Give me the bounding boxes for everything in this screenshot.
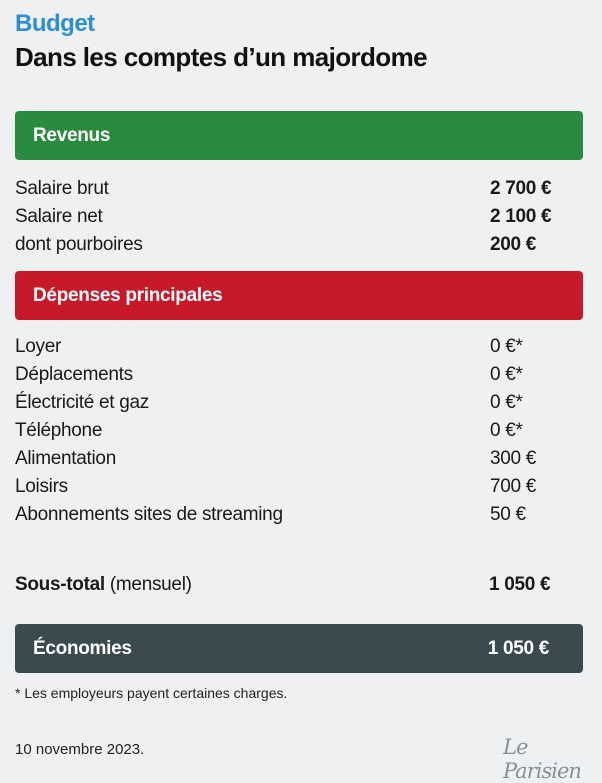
revenus-row <box>15 203 583 231</box>
revenus-list <box>15 175 583 259</box>
subtotal-value: 1 050 € <box>489 574 551 595</box>
row-value: 0 €* <box>490 364 523 385</box>
le-parisien-logo: Le Parisien <box>503 735 581 783</box>
subtotal-qualifier: (mensuel) <box>104 574 192 595</box>
revenus-header <box>15 111 583 160</box>
row-label: Électricité et gaz <box>15 392 149 413</box>
depenses-row <box>15 389 583 417</box>
row-value: 300 € <box>490 448 537 469</box>
row-label: dont pourboires <box>15 234 143 255</box>
economies-band <box>15 624 583 673</box>
subtotal-label-group <box>15 570 192 600</box>
row-value: 2 100 € <box>490 206 552 227</box>
row-label: Loyer <box>15 336 62 357</box>
subtotal-label: Sous-total <box>15 574 105 595</box>
row-value: 700 € <box>490 476 537 497</box>
row-label: Abonnements sites de streaming <box>15 504 283 525</box>
depenses-header <box>15 271 583 320</box>
economies-value: 1 050 € <box>487 637 549 659</box>
depenses-row <box>15 473 583 501</box>
row-value: 2 700 € <box>490 178 552 199</box>
depenses-row <box>15 361 583 389</box>
footnote: * Les employeurs payent certaines charges. <box>15 685 288 701</box>
revenus-row <box>15 175 583 203</box>
depenses-row <box>15 333 583 361</box>
page-title: Dans les comptes d’un majordome <box>15 42 427 72</box>
depenses-list <box>15 333 583 529</box>
row-label: Déplacements <box>15 364 133 385</box>
depenses-row <box>15 501 583 529</box>
economies-label: Économies <box>33 637 132 659</box>
depenses-header-label: Dépenses principales <box>33 284 223 306</box>
publication-date: 10 novembre 2023. <box>15 741 145 758</box>
revenus-row <box>15 231 583 259</box>
row-value: 200 € <box>490 234 537 255</box>
subtotal-row <box>15 570 583 600</box>
row-label: Salaire net <box>15 206 103 227</box>
row-label: Salaire brut <box>15 178 109 199</box>
row-label: Téléphone <box>15 420 103 441</box>
row-value: 0 €* <box>490 420 523 441</box>
kicker: Budget <box>15 10 95 37</box>
depenses-row <box>15 417 583 445</box>
row-label: Alimentation <box>15 448 116 469</box>
depenses-row <box>15 445 583 473</box>
row-value: 50 € <box>490 504 526 525</box>
row-value: 0 €* <box>490 392 523 413</box>
revenus-header-label: Revenus <box>33 124 111 146</box>
row-label: Loisirs <box>15 476 68 497</box>
row-value: 0 €* <box>490 336 523 357</box>
